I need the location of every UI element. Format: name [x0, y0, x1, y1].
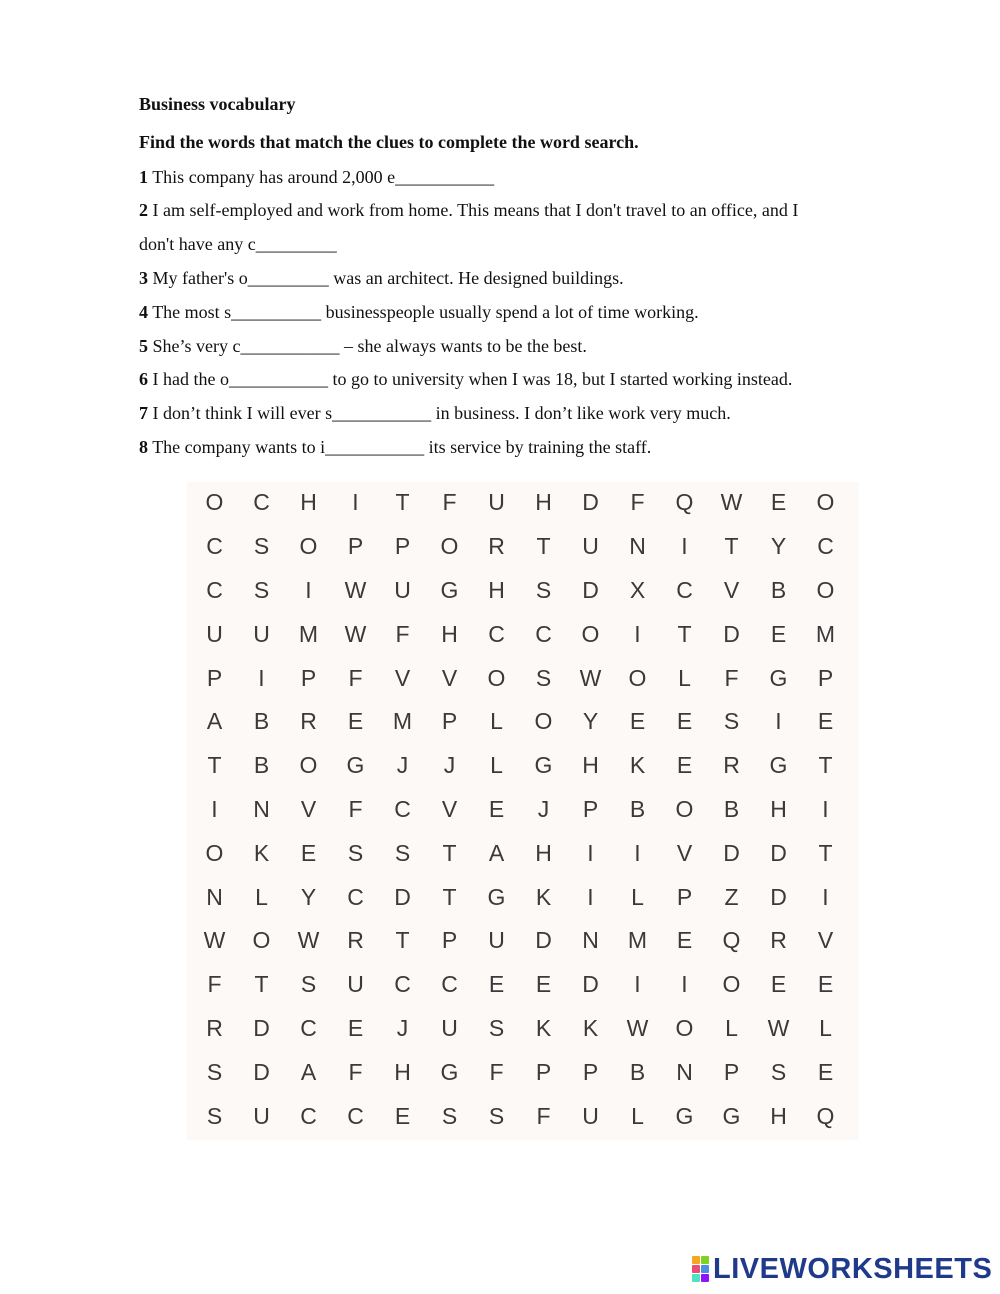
clue-2-continuation: don't have any c_________ [139, 234, 337, 254]
clue-text: I don’t think I will ever s___________ in business. I don’t like work very much. [152, 403, 731, 423]
grid-letter[interactable]: P [535, 1058, 552, 1085]
grid-letter[interactable]: E [770, 620, 787, 647]
grid-letter[interactable]: P [582, 1058, 599, 1085]
grid-letter[interactable]: O [628, 664, 647, 691]
grid-letter[interactable]: O [816, 489, 835, 516]
grid-letter[interactable]: F [442, 489, 457, 516]
clue-7 [139, 403, 731, 424]
grid-letter[interactable]: O [722, 971, 741, 998]
grid-letter[interactable]: Q [675, 489, 694, 516]
grid-letter[interactable]: C [300, 1014, 317, 1041]
grid-letter[interactable]: U [488, 927, 505, 954]
grid-letter[interactable]: Y [582, 708, 599, 735]
grid-letter[interactable]: L [631, 883, 644, 910]
grid-letter[interactable]: T [395, 927, 410, 954]
grid-letter[interactable]: U [582, 533, 599, 560]
grid-letter[interactable]: E [394, 1102, 411, 1129]
grid-letter[interactable]: D [535, 927, 552, 954]
grid-letter[interactable]: R [770, 927, 787, 954]
grid-letter[interactable]: F [348, 1058, 363, 1085]
grid-letter[interactable]: I [305, 576, 312, 603]
grid-letter[interactable]: N [253, 795, 270, 822]
clue-text: This company has around 2,000 e___________ [152, 167, 495, 187]
grid-letter[interactable]: I [634, 620, 641, 647]
instruction-text: Find the words that match the clues to complete the word search. [139, 132, 639, 152]
grid-letter[interactable]: K [629, 752, 646, 779]
clue-5 [139, 336, 587, 357]
grid-letter[interactable]: C [817, 533, 834, 560]
grid-letter[interactable]: Z [724, 883, 739, 910]
grid-letter[interactable]: P [206, 664, 223, 691]
grid-letter[interactable]: E [676, 927, 693, 954]
grid-letter[interactable]: D [582, 576, 599, 603]
logo-tile [701, 1256, 709, 1264]
grid-letter[interactable]: D [253, 1058, 270, 1085]
grid-letter[interactable]: I [822, 883, 829, 910]
grid-letter[interactable]: S [488, 1014, 505, 1041]
grid-letter[interactable]: G [769, 752, 788, 779]
clue-number: 3 [139, 268, 148, 288]
grid-letter[interactable]: C [347, 1102, 364, 1129]
grid-letter[interactable]: U [394, 576, 411, 603]
grid-letter[interactable]: K [535, 883, 552, 910]
grid-letter[interactable]: S [206, 1102, 223, 1129]
grid-letter[interactable]: C [394, 971, 411, 998]
grid-letter[interactable]: I [258, 664, 265, 691]
grid-letter[interactable]: O [534, 708, 553, 735]
clue-number: 2 [139, 200, 148, 220]
grid-letter[interactable]: C [347, 883, 364, 910]
grid-letter[interactable]: G [487, 883, 506, 910]
grid-letter[interactable]: M [627, 927, 648, 954]
grid-letter[interactable]: F [207, 971, 222, 998]
clue-2 [139, 200, 798, 221]
grid-letter[interactable]: O [816, 576, 835, 603]
grid-letter[interactable]: H [770, 1102, 787, 1129]
grid-letter[interactable]: H [535, 839, 552, 866]
logo-tile [701, 1265, 709, 1273]
grid-letter[interactable]: D [394, 883, 411, 910]
grid-letter[interactable]: G [675, 1102, 694, 1129]
grid-letter[interactable]: W [344, 576, 367, 603]
grid-letter[interactable]: T [254, 971, 269, 998]
grid-letter[interactable]: B [770, 576, 787, 603]
grid-letter[interactable]: N [676, 1058, 693, 1085]
logo-tile [692, 1274, 700, 1282]
grid-letter[interactable]: T [818, 752, 833, 779]
grid-letter[interactable]: O [675, 795, 694, 822]
grid-letter[interactable]: P [582, 795, 599, 822]
grid-letter[interactable]: N [582, 927, 599, 954]
grid-letter[interactable]: E [770, 489, 787, 516]
grid-letter[interactable]: D [723, 620, 740, 647]
grid-letter[interactable]: Y [770, 533, 787, 560]
grid-letter[interactable]: V [394, 664, 411, 691]
clue-number: 8 [139, 437, 148, 457]
grid-letter[interactable]: L [255, 883, 268, 910]
grid-letter[interactable]: W [344, 620, 367, 647]
grid-letter[interactable]: N [629, 533, 646, 560]
grid-letter[interactable]: G [769, 664, 788, 691]
grid-letter[interactable]: E [817, 971, 834, 998]
grid-letter[interactable]: F [348, 795, 363, 822]
grid-letter[interactable]: S [206, 1058, 223, 1085]
grid-letter[interactable]: W [626, 1014, 649, 1041]
grid-letter[interactable]: G [722, 1102, 741, 1129]
logo-tile [692, 1256, 700, 1264]
grid-letter[interactable]: I [587, 839, 594, 866]
grid-letter[interactable]: S [723, 708, 740, 735]
grid-letter[interactable]: I [211, 795, 218, 822]
grid-letter[interactable]: T [536, 533, 551, 560]
grid-letter[interactable]: C [206, 576, 223, 603]
grid-letter[interactable]: F [348, 664, 363, 691]
grid-letter[interactable]: A [206, 708, 223, 735]
grid-letter[interactable]: O [487, 664, 506, 691]
clue-6 [139, 369, 792, 390]
liveworksheets-logo [692, 1254, 992, 1284]
grid-letter[interactable]: U [347, 971, 364, 998]
grid-letter[interactable]: U [488, 489, 505, 516]
clue-number: 4 [139, 302, 148, 322]
grid-letter[interactable]: F [489, 1058, 504, 1085]
grid-letter[interactable]: F [536, 1102, 551, 1129]
grid-letter[interactable]: B [629, 795, 646, 822]
clue-text: My father's o_________ was an architect. He designed buildings. [152, 268, 624, 288]
grid-letter[interactable]: I [681, 971, 688, 998]
logo-text: LIVEWORKSHEETS [713, 1252, 993, 1285]
grid-letter[interactable]: T [442, 883, 457, 910]
grid-letter[interactable]: D [582, 489, 599, 516]
grid-letter[interactable]: O [205, 839, 224, 866]
grid-letter[interactable]: A [488, 839, 505, 866]
grid-letter[interactable]: V [441, 795, 458, 822]
clue-1 [139, 167, 494, 188]
grid-letter[interactable]: E [817, 1058, 834, 1085]
grid-letter[interactable]: E [676, 752, 693, 779]
grid-letter[interactable]: I [352, 489, 359, 516]
grid-letter[interactable]: P [441, 927, 458, 954]
grid-letter[interactable]: C [300, 1102, 317, 1129]
grid-letter[interactable]: C [535, 620, 552, 647]
grid-letter[interactable]: H [770, 795, 787, 822]
grid-letter[interactable]: L [631, 1102, 644, 1129]
grid-letter[interactable]: P [817, 664, 834, 691]
grid-letter[interactable]: C [488, 620, 505, 647]
grid-letter[interactable]: S [535, 576, 552, 603]
grid-letter[interactable]: G [346, 752, 365, 779]
grid-letter[interactable]: D [582, 971, 599, 998]
grid-letter[interactable]: L [725, 1014, 738, 1041]
grid-letter[interactable]: X [629, 576, 646, 603]
grid-letter[interactable]: M [298, 620, 319, 647]
grid-letter[interactable]: D [253, 1014, 270, 1041]
grid-letter[interactable]: E [300, 839, 317, 866]
grid-letter[interactable]: P [441, 708, 458, 735]
word-search-grid [191, 481, 849, 1138]
grid-letter[interactable]: E [347, 708, 364, 735]
clue-text: The most s__________ businesspeople usually spend a lot of time working. [152, 302, 699, 322]
clue-number: 1 [139, 167, 148, 187]
grid-letter[interactable]: T [724, 533, 739, 560]
grid-letter[interactable]: A [300, 1058, 317, 1085]
clue-number: 6 [139, 369, 148, 389]
grid-letter[interactable]: C [253, 489, 270, 516]
worksheet-title: Business vocabulary [139, 94, 296, 114]
grid-letter[interactable]: M [815, 620, 836, 647]
grid-letter[interactable]: N [206, 883, 223, 910]
grid-letter[interactable]: V [300, 795, 317, 822]
grid-letter[interactable]: R [723, 752, 740, 779]
grid-letter[interactable]: K [582, 1014, 599, 1041]
grid-letter[interactable]: Y [300, 883, 317, 910]
grid-letter[interactable]: H [441, 620, 458, 647]
grid-letter[interactable]: Q [816, 1102, 835, 1129]
grid-letter[interactable]: V [723, 576, 740, 603]
grid-letter[interactable]: S [300, 971, 317, 998]
grid-letter[interactable]: P [394, 533, 411, 560]
grid-letter[interactable]: O [675, 1014, 694, 1041]
grid-letter[interactable]: Q [722, 927, 741, 954]
grid-letter[interactable]: L [819, 1014, 832, 1041]
clue-8 [139, 437, 651, 458]
grid-letter[interactable]: D [770, 883, 787, 910]
grid-letter[interactable]: R [488, 533, 505, 560]
grid-letter[interactable]: U [253, 620, 270, 647]
clue-4 [139, 302, 699, 323]
grid-letter[interactable]: C [394, 795, 411, 822]
grid-letter[interactable]: E [488, 971, 505, 998]
grid-letter[interactable]: S [441, 1102, 458, 1129]
grid-letter[interactable]: V [441, 664, 458, 691]
grid-letter[interactable]: O [299, 533, 318, 560]
grid-letter[interactable]: B [253, 752, 270, 779]
grid-letter[interactable]: F [395, 620, 410, 647]
grid-letter[interactable]: R [300, 708, 317, 735]
grid-letter[interactable]: U [206, 620, 223, 647]
grid-letter[interactable]: C [441, 971, 458, 998]
grid-letter[interactable]: L [678, 664, 691, 691]
grid-letter[interactable]: P [300, 664, 317, 691]
grid-letter[interactable]: H [300, 489, 317, 516]
grid-letter[interactable]: L [490, 752, 503, 779]
grid-letter[interactable]: V [676, 839, 693, 866]
grid-letter[interactable]: E [535, 971, 552, 998]
grid-letter[interactable]: C [676, 576, 693, 603]
grid-letter[interactable]: E [676, 708, 693, 735]
grid-letter[interactable]: T [818, 839, 833, 866]
grid-letter[interactable]: O [299, 752, 318, 779]
grid-letter[interactable]: S [488, 1102, 505, 1129]
grid-letter[interactable]: T [677, 620, 692, 647]
grid-letter[interactable]: H [488, 576, 505, 603]
grid-letter[interactable]: I [634, 839, 641, 866]
grid-letter[interactable]: V [817, 927, 834, 954]
clue-number: 7 [139, 403, 148, 423]
grid-letter[interactable]: U [253, 1102, 270, 1129]
grid-letter[interactable]: S [770, 1058, 787, 1085]
grid-letter[interactable]: O [205, 489, 224, 516]
grid-letter[interactable]: H [535, 489, 552, 516]
grid-letter[interactable]: E [770, 971, 787, 998]
grid-letter[interactable]: T [207, 752, 222, 779]
grid-letter[interactable]: S [535, 664, 552, 691]
grid-letter[interactable]: M [392, 708, 413, 735]
grid-letter[interactable]: W [203, 927, 226, 954]
clue-text: She’s very c___________ – she always wants to be the best. [152, 336, 587, 356]
grid-letter[interactable]: P [347, 533, 364, 560]
grid-letter[interactable]: P [723, 1058, 740, 1085]
grid-letter[interactable]: C [206, 533, 223, 560]
clue-number: 5 [139, 336, 148, 356]
logo-mark-icon [692, 1256, 709, 1282]
grid-letter[interactable]: W [767, 1014, 790, 1041]
clue-3 [139, 268, 624, 289]
grid-letter[interactable]: S [253, 576, 270, 603]
grid-letter[interactable]: B [723, 795, 740, 822]
grid-letter[interactable]: I [775, 708, 782, 735]
grid-letter[interactable]: T [442, 839, 457, 866]
logo-tile [701, 1274, 709, 1282]
grid-letter[interactable]: H [394, 1058, 411, 1085]
grid-letter[interactable]: T [395, 489, 410, 516]
grid-letter[interactable]: S [253, 533, 270, 560]
grid-letter[interactable]: I [634, 971, 641, 998]
grid-letter[interactable]: S [394, 839, 411, 866]
grid-letter[interactable]: E [347, 1014, 364, 1041]
grid-letter[interactable]: H [582, 752, 599, 779]
grid-letter[interactable]: E [817, 708, 834, 735]
grid-letter[interactable]: I [822, 795, 829, 822]
grid-letter[interactable]: G [440, 576, 459, 603]
grid-letter[interactable]: J [443, 752, 456, 779]
grid-letter[interactable]: O [581, 620, 600, 647]
grid-letter[interactable]: J [396, 1014, 409, 1041]
grid-letter[interactable]: O [252, 927, 271, 954]
grid-letter[interactable]: D [723, 839, 740, 866]
logo-tile [692, 1265, 700, 1273]
grid-letter[interactable]: W [297, 927, 320, 954]
grid-letter[interactable]: E [488, 795, 505, 822]
grid-letter[interactable]: D [770, 839, 787, 866]
grid-letter[interactable]: W [579, 664, 602, 691]
grid-letter[interactable]: B [629, 1058, 646, 1085]
grid-letter[interactable]: B [253, 708, 270, 735]
grid-letter[interactable]: F [630, 489, 645, 516]
grid-letter[interactable]: R [347, 927, 364, 954]
grid-letter[interactable]: G [534, 752, 553, 779]
grid-letter[interactable]: R [206, 1014, 223, 1041]
grid-letter[interactable]: I [587, 883, 594, 910]
grid-letter[interactable]: I [681, 533, 688, 560]
grid-letter[interactable]: L [490, 708, 503, 735]
grid-letter[interactable]: O [440, 533, 459, 560]
grid-letter[interactable]: W [720, 489, 743, 516]
clue-text: The company wants to i___________ its service by training the staff. [152, 437, 652, 457]
grid-letter[interactable]: S [347, 839, 364, 866]
grid-letter[interactable]: P [676, 883, 693, 910]
clue-text: I had the o___________ to go to university when I was 18, but I started working instead. [152, 369, 793, 389]
grid-letter[interactable]: U [441, 1014, 458, 1041]
grid-letter[interactable]: F [724, 664, 739, 691]
grid-letter[interactable]: U [582, 1102, 599, 1129]
grid-letter[interactable]: J [396, 752, 409, 779]
grid-letter[interactable]: G [440, 1058, 459, 1085]
grid-letter[interactable]: K [253, 839, 270, 866]
grid-letter[interactable]: K [535, 1014, 552, 1041]
grid-letter[interactable]: J [537, 795, 550, 822]
grid-letter[interactable]: E [629, 708, 646, 735]
clue-text: I am self-employed and work from home. This means that I don't travel to an office, and I [152, 200, 799, 220]
